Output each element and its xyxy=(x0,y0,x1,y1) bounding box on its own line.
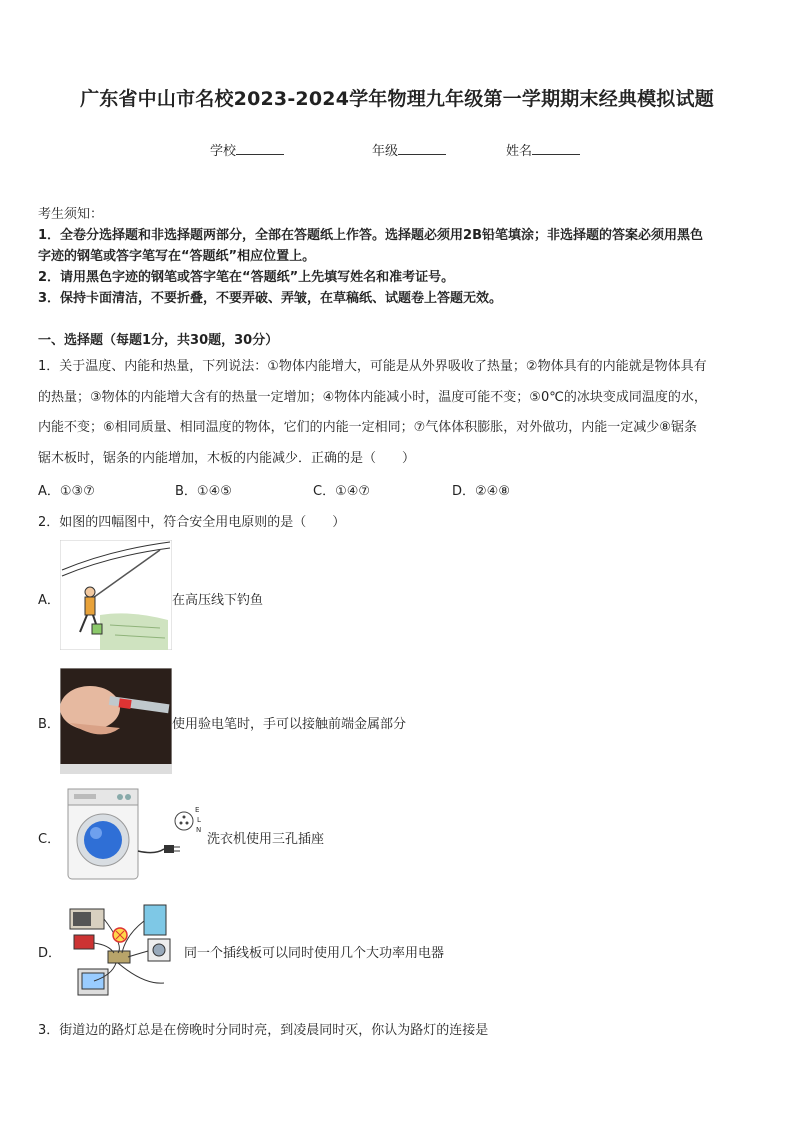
socket-label-n: N xyxy=(196,826,202,834)
q2-stem: 2．如图的四幅图中，符合安全用电原则的是（ ） xyxy=(38,515,346,530)
grade-blank[interactable] xyxy=(398,142,446,155)
q2-option-a-label[interactable]: A． xyxy=(38,593,60,608)
notice-line: 2．请用黑色字迹的钢笔或答字笔在“答题纸”上先填写姓名和准考证号。 xyxy=(38,270,455,285)
washing-machine-icon xyxy=(60,785,206,885)
grade-field[interactable] xyxy=(372,140,446,159)
name-blank[interactable] xyxy=(532,142,580,155)
washing-machine-illustration xyxy=(60,785,206,885)
school-blank[interactable] xyxy=(236,142,284,155)
socket-label-l: L xyxy=(197,816,201,824)
exam-title: 广东省中山市名校2023-2024学年物理九年级第一学期期末经典模拟试题 xyxy=(80,88,714,110)
q2-option-b-text[interactable]: 使用验电笔时，手可以接触前端金属部分 xyxy=(172,717,407,732)
test-pen-icon xyxy=(60,668,172,774)
q2-option-a-text[interactable]: 在高压线下钓鱼 xyxy=(172,593,264,608)
grade-label: 年级 xyxy=(372,144,399,159)
notice-line: 3．保持卡面清洁，不要折叠，不要弄破、弄皱，在草稿纸、试题卷上答题无效。 xyxy=(38,291,503,306)
q1-line: 锯木板时，锯条的内能增加，木板的内能减少．正确的是（ ） xyxy=(38,451,416,466)
q1-line: 的热量；③物体的内能增大含有的热量一定增加；④物体内能减小时，温度可能不变；⑤0℃的冰块变成同温度的水， xyxy=(38,390,707,405)
fishing-icon xyxy=(60,540,172,650)
q1-option-b[interactable]: B．①④⑤ xyxy=(175,484,232,499)
q1-option-a[interactable]: A．①③⑦ xyxy=(38,484,95,499)
power-strip-icon xyxy=(64,895,184,1005)
q2-option-d-text[interactable]: 同一个插线板可以同时使用几个大功率用电器 xyxy=(184,946,445,961)
q1-option-c[interactable]: C．①④⑦ xyxy=(313,484,371,499)
fishing-illustration xyxy=(60,540,172,650)
name-field[interactable] xyxy=(506,140,580,159)
q2-option-c-label[interactable]: C． xyxy=(38,832,61,847)
section-heading: 一、选择题（每题1分，共30题，30分） xyxy=(38,333,279,348)
notice-line: 字迹的钢笔或答字笔写在“答题纸”相应位置上。 xyxy=(38,249,316,264)
name-label: 姓名 xyxy=(506,144,533,159)
power-strip-illustration xyxy=(64,895,184,1005)
q1-line: 内能不变；⑥相同质量、相同温度的物体，它们的内能一定相同；⑦气体体积膨胀，对外做功，内能一定减少⑧锯条 xyxy=(38,420,697,435)
q2-option-c-text[interactable]: 洗衣机使用三孔插座 xyxy=(207,832,325,847)
notice-heading: 考生须知： xyxy=(38,207,104,222)
school-field[interactable] xyxy=(210,140,284,159)
notice-line: 1．全卷分选择题和非选择题两部分，全部在答题纸上作答。选择题必须用2B铅笔填涂；非选择题的答案必须用黑色 xyxy=(38,228,704,243)
school-label: 学校 xyxy=(210,144,237,159)
q1-option-d[interactable]: D．②④⑧ xyxy=(452,484,510,499)
q2-option-d-label[interactable]: D． xyxy=(38,946,62,961)
q2-option-b-label[interactable]: B． xyxy=(38,717,60,732)
q1-line: 1．关于温度、内能和热量，下列说法：①物体内能增大，可能是从外界吸收了热量；②物体具有的内能就是物体具有 xyxy=(38,359,707,374)
q3-stem: 3．街道边的路灯总是在傍晚时分同时亮，到凌晨同时灭，你认为路灯的连接是 xyxy=(38,1023,489,1038)
socket-label-e: E xyxy=(195,806,200,814)
test-pen-photo xyxy=(60,668,172,774)
